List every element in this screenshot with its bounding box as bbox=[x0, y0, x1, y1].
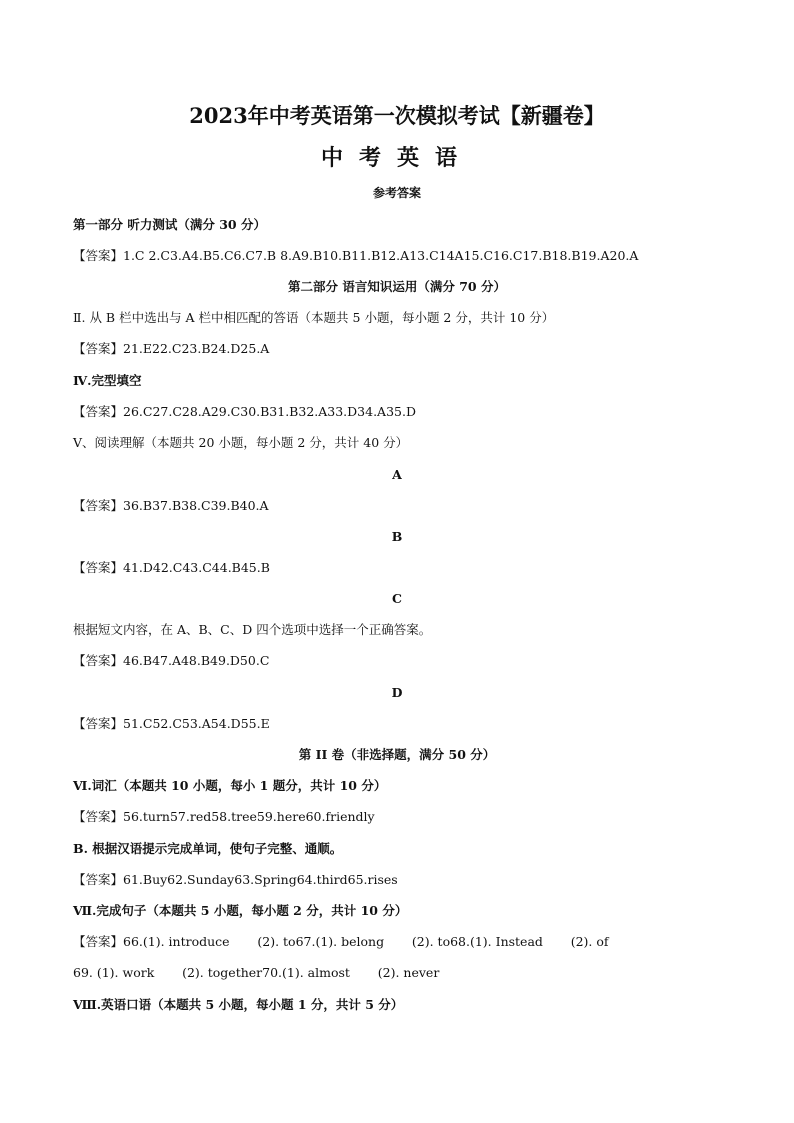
section2-heading: Ⅱ. 从 B 栏中选出与 A 栏中相匹配的答语（本题共 5 小题，每小题 2 分，共计 10 分） bbox=[73, 310, 555, 325]
document-caption: 参考答案 bbox=[372, 186, 421, 200]
passage-d-label: D bbox=[391, 685, 403, 700]
section-b-heading: B. 根据汉语提示完成单词，使句子完整、通顺。 bbox=[73, 841, 343, 856]
section7-answer-line1: 【答案】66.(1). introduce (2). to67.(1). belong (2). to68.(1). Instead (2). of bbox=[73, 934, 609, 949]
document-title: 2023年中考英语第一次模拟考试【新疆卷】 bbox=[189, 103, 605, 128]
section7-heading: Ⅶ.完成句子（本题共 5 小题，每小题 2 分，共计 10 分） bbox=[73, 903, 408, 918]
section6-answer: 【答案】56.turn57.red58.tree59.here60.friendly bbox=[73, 809, 375, 824]
section-b-answer: 【答案】61.Buy62.Sunday63.Spring64.third65.rises bbox=[73, 872, 398, 887]
section4-heading: Ⅳ.完型填空 bbox=[73, 373, 142, 388]
section7-answer-line2: 69. (1). work (2). together70.(1). almost (2). never bbox=[73, 965, 440, 980]
document-subtitle: 中考英语 bbox=[320, 145, 473, 171]
part1-answer: 【答案】1.C 2.C3.A4.B5.C6.C7.B 8.A9.B10.B11.B12.A13.C14A15.C16.C17.B18.B19.A20.A bbox=[73, 248, 639, 263]
passage-c-answer: 【答案】46.B47.A48.B49.D50.C bbox=[73, 653, 270, 668]
section8-heading: Ⅷ.英语口语（本题共 5 小题，每小题 1 分，共计 5 分） bbox=[73, 997, 404, 1012]
part2-heading: 第二部分 语言知识运用（满分 70 分） bbox=[288, 279, 506, 294]
part1-heading: 第一部分 听力测试（满分 30 分） bbox=[73, 217, 266, 232]
passage-a-answer: 【答案】36.B37.B38.C39.B40.A bbox=[73, 498, 269, 513]
section4-answer: 【答案】26.C27.C28.A29.C30.B31.B32.A33.D34.A35.D bbox=[73, 404, 416, 419]
part3-heading: 第 II 卷（非选择题，满分 50 分） bbox=[298, 747, 496, 762]
passage-c-instruction: 根据短文内容，在 A、B、C、D 四个选项中选择一个正确答案。 bbox=[73, 622, 432, 637]
passage-d-answer: 【答案】51.C52.C53.A54.D55.E bbox=[73, 716, 270, 731]
passage-a-label: A bbox=[392, 467, 402, 482]
section6-heading: Ⅵ.词汇（本题共 10 小题，每小 1 题分，共计 10 分） bbox=[73, 778, 387, 793]
passage-b-label: B bbox=[391, 529, 403, 544]
section5-heading: Ⅴ、阅读理解（本题共 20 小题，每小题 2 分，共计 40 分） bbox=[73, 435, 409, 450]
section2-answer: 【答案】21.E22.C23.B24.D25.A bbox=[73, 341, 270, 356]
passage-b-answer: 【答案】41.D42.C43.C44.B45.B bbox=[73, 560, 270, 575]
passage-c-label: C bbox=[392, 591, 402, 606]
